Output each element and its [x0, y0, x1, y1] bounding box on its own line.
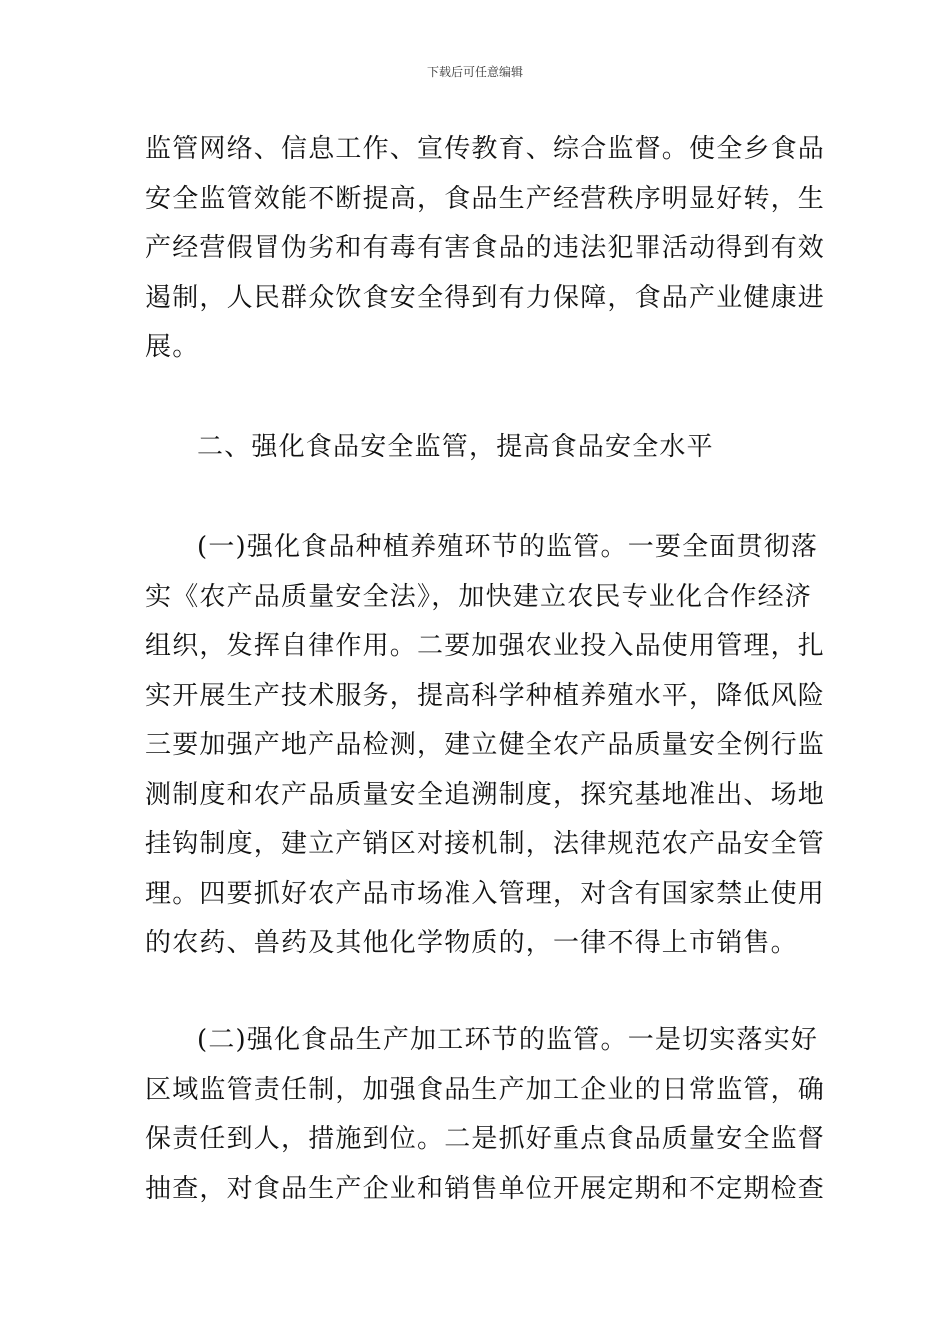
text-line: 三要加强产地产品检测，建立健全农产品质量安全例行监 — [145, 730, 826, 760]
text-line: 区域监管责任制，加强食品生产加工企业的日常监管，确 — [145, 1074, 826, 1105]
text-line: 实《农产品质量安全法》，加快建立农民专业化合作经济 — [145, 581, 813, 612]
paragraph-processing-supervision — [145, 1016, 826, 1214]
text-line: 的农药、兽药及其他化学物质的，一律不得上市销售。 — [145, 928, 798, 958]
text-line: 安全监管效能不断提高，食品生产经营秩序明显好转，生 — [145, 183, 826, 214]
text-line: 抽查，对食品生产企业和销售单位开展定期和不定期检查 — [145, 1173, 826, 1204]
text-line: (二)强化食品生产加工环节的监管。一是切实落实好 — [197, 1025, 819, 1055]
text-line: 保责任到人，措施到位。二是抓好重点食品质量安全监督 — [145, 1124, 826, 1154]
page-header: 下载后可任意编辑 — [426, 65, 523, 79]
text-line: 理。四要抓好农产品市场准入管理，对含有国家禁止使用 — [145, 878, 826, 909]
text-line: 产经营假冒伪劣和有毒有害食品的违法犯罪活动得到有效 — [145, 233, 826, 263]
text-line: 遏制，人民群众饮食安全得到有力保障，食品产业健康进 — [145, 282, 826, 313]
paragraph-continuation — [145, 125, 826, 373]
text-line: 监管网络、信息工作、宣传教育、综合监督。使全乡食品 — [145, 134, 826, 164]
text-line: 挂钩制度，建立产销区对接机制，法律规范农产品安全管 — [145, 829, 826, 859]
text-line: (一)强化食品种植养殖环节的监管。一要全面贯彻落 — [197, 532, 819, 562]
paragraph-planting-supervision — [145, 523, 826, 969]
text-line: 实开展生产技术服务，提高科学种植养殖水平，降低风险 — [145, 680, 826, 711]
section-heading — [145, 423, 810, 473]
heading-line: 二、强化食品安全监管，提高食品安全水平 — [197, 432, 714, 462]
text-line: 组织，发挥自律作用。二要加强农业投入品使用管理，扎 — [145, 631, 826, 661]
text-line: 测制度和农产品质量安全追溯制度，探究基地准出、场地 — [145, 779, 826, 810]
text-line: 展。 — [145, 332, 200, 362]
